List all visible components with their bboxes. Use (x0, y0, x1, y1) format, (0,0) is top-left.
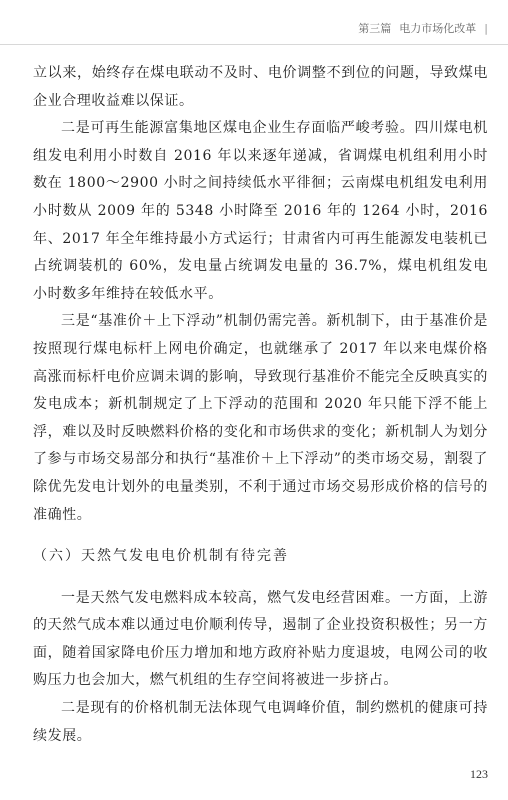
part-label: 第三篇 (358, 22, 392, 35)
paragraph-continued: 立以来，始终存在煤电联动不及时、电价调整不到位的问题，导致煤电企业合理收益难以保证。 (33, 65, 488, 109)
header-divider: | (484, 21, 488, 35)
page-body (33, 60, 488, 750)
paragraph-benchmark-mechanism: 三是“基准价＋上下浮动”机制仍需完善。新机制下，由于基准价是按照现行煤电标杆上网电价确定，也就继承了 2017 年以来电煤价格高涨而标杆电价应调未调的影响，导致现行基准价不能完全反映真实的发电成本；新机制规定了上下浮动的范围和 2020 年只能下浮不能上浮，难以及时反映燃料价格的变化和市场供求的变化；新机制人为划分了参与市场交易部分和执行“基准价＋上下浮动”的类市场交易，割裂了除优先发电计划外的电量类别，不利于通过市场交易形成价格的信号的准确性。 (33, 313, 488, 523)
section-heading: （六）天然气发电电价机制有待完善 (33, 548, 289, 565)
page-number: 123 (470, 767, 488, 781)
chapter-title: 电力市场化改革 (399, 22, 477, 35)
header-rule (0, 44, 508, 45)
running-header (358, 20, 488, 36)
paragraph-gas-cost: 一是天然气发电燃料成本较高，燃气发电经营困难。一方面，上游的天然气成本难以通过电价顺利传导，遏制了企业投资积极性；另一方面，随着国家降电价压力增加和地方政府补贴力度退坡，电网公司的收购压力也会加大，燃气机组的生存空间将被进一步挤占。 (33, 589, 488, 689)
paragraph-renewable-regions: 二是可再生能源富集地区煤电企业生存面临严峻考验。四川煤电机组发电利用小时数自 2016 年以来逐年递减，省调煤电机组利用小时数在 1800～2900 小时之间持续低水平徘徊；云南煤电机组发电利用小时数从 2009 年的 5348 小时降至 2016 年的 1264 小时，2016 年、2017 年全年维持最小方式运行；甘肃省内可再生能源发电装机已占统调装机的 60%，发电量占统调发电量的 36.7%，煤电机组发电小时数多年维持在较低水平。 (33, 120, 488, 302)
paragraph-gas-peaking: 二是现有的价格机制无法体现气电调峰价值，制约燃机的健康可持续发展。 (33, 700, 488, 744)
